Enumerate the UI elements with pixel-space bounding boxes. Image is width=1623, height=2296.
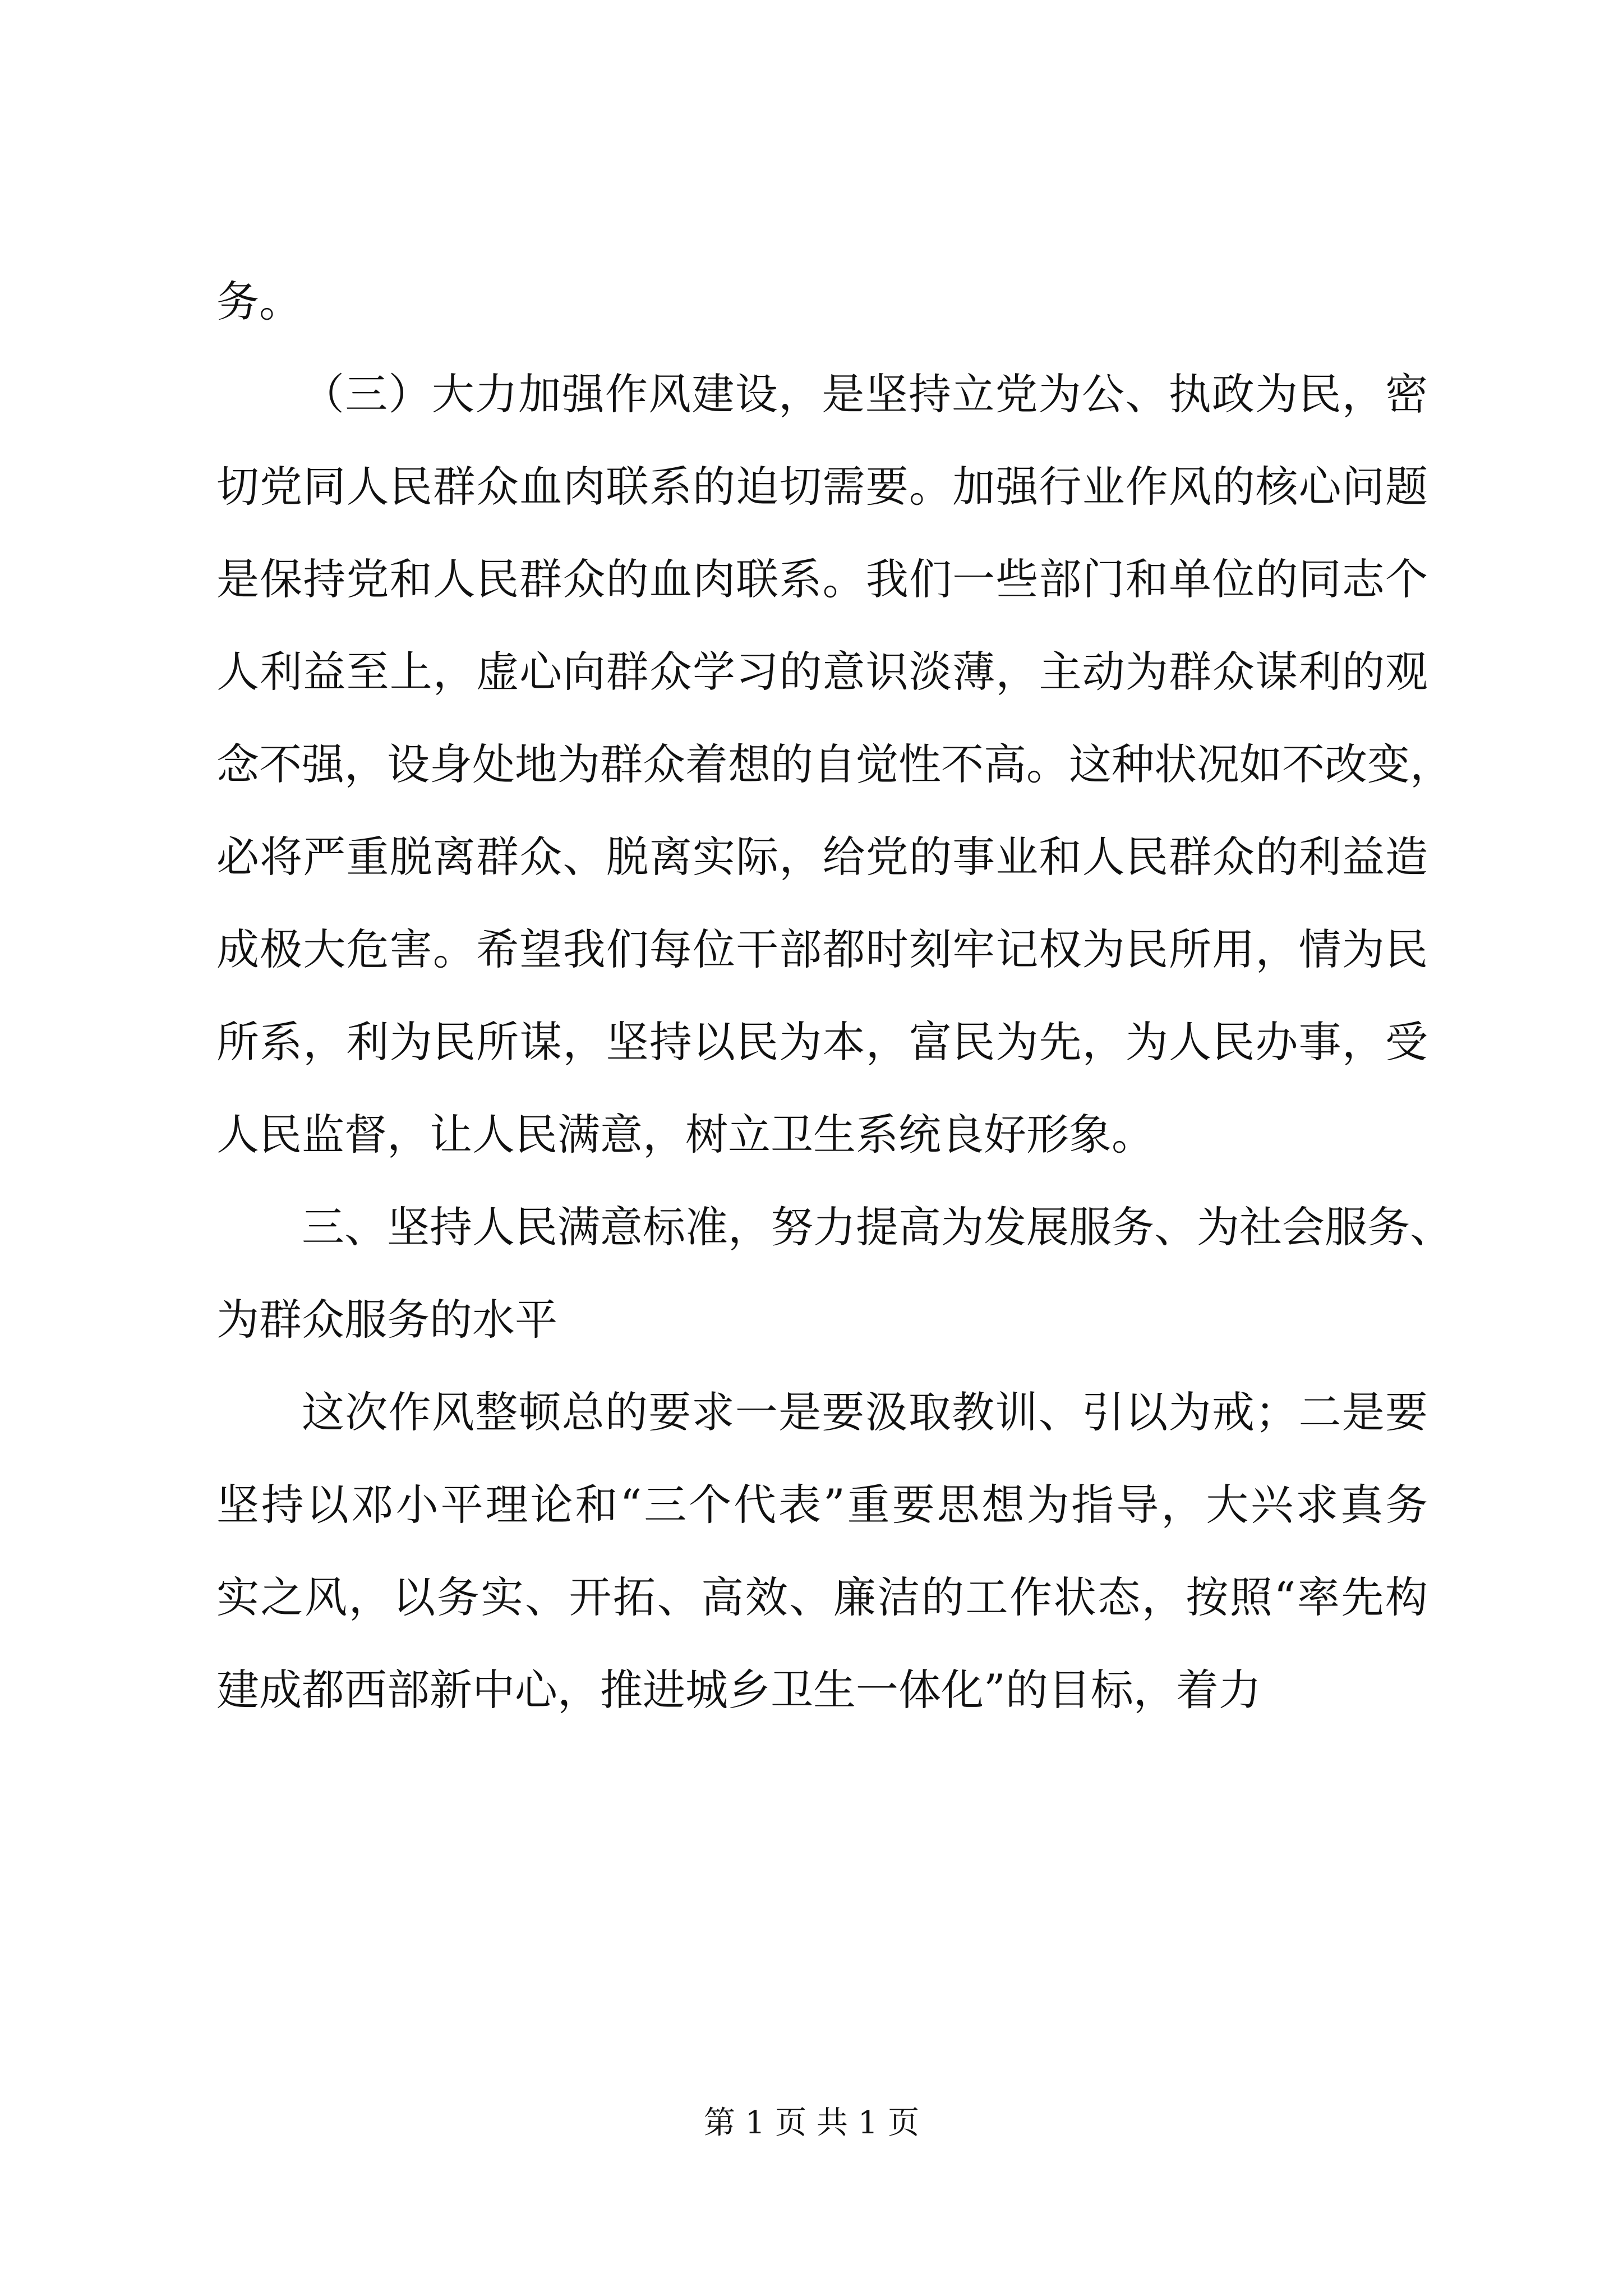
text-line-15: 实之风，以务实、开拓、高效、廉洁的工作状态，按照“率先构 [216,1572,1428,1622]
text-line-5: 人利益至上，虚心向群众学习的意识淡薄，主动为群众谋利的观 [216,647,1428,697]
body-text [216,255,1453,1736]
text-line-14: 坚持以邓小平理论和“三个代表”重要思想为指导，大兴求真务 [216,1480,1428,1530]
text-line-9: 所系，利为民所谋，坚持以民为本，富民为先，为人民办事，受 [216,1017,1428,1067]
text-line-6: 念不强，设身处地为群众着想的自觉性不高。这种状况如不改变， [216,739,1453,789]
text-line-8: 成极大危害。希望我们每位干部都时刻牢记权为民所用，情为民 [216,924,1428,974]
text-line-13: 这次作风整顿总的要求一是要汲取教训、引以为戒；二是要 [302,1387,1428,1437]
text-line-3: 切党同人民群众血肉联系的迫切需要。加强行业作风的核心问题 [216,462,1428,512]
text-line-16: 建成都西部新中心，推进城乡卫生一体化”的目标，着力 [216,1665,1261,1715]
section-heading-line-2: 为群众服务的水平 [216,1295,557,1345]
text-line-10: 人民监督，让人民满意，树立卫生系统良好形象。 [216,1110,1154,1159]
text-line-1: 务。 [216,277,302,326]
text-line-7: 必将严重脱离群众、脱离实际，给党的事业和人民群众的利益造 [216,832,1428,882]
text-line-2: （三）大力加强作风建设，是坚持立党为公、执政为民，密 [302,369,1428,419]
page-number-footer: 第 1 页 共 1 页 [703,2105,920,2141]
text-line-4: 是保持党和人民群众的血肉联系。我们一些部门和单位的同志个 [216,554,1428,604]
section-heading-line-1: 三、坚持人民满意标准，努力提高为发展服务、为社会服务、 [302,1202,1453,1252]
